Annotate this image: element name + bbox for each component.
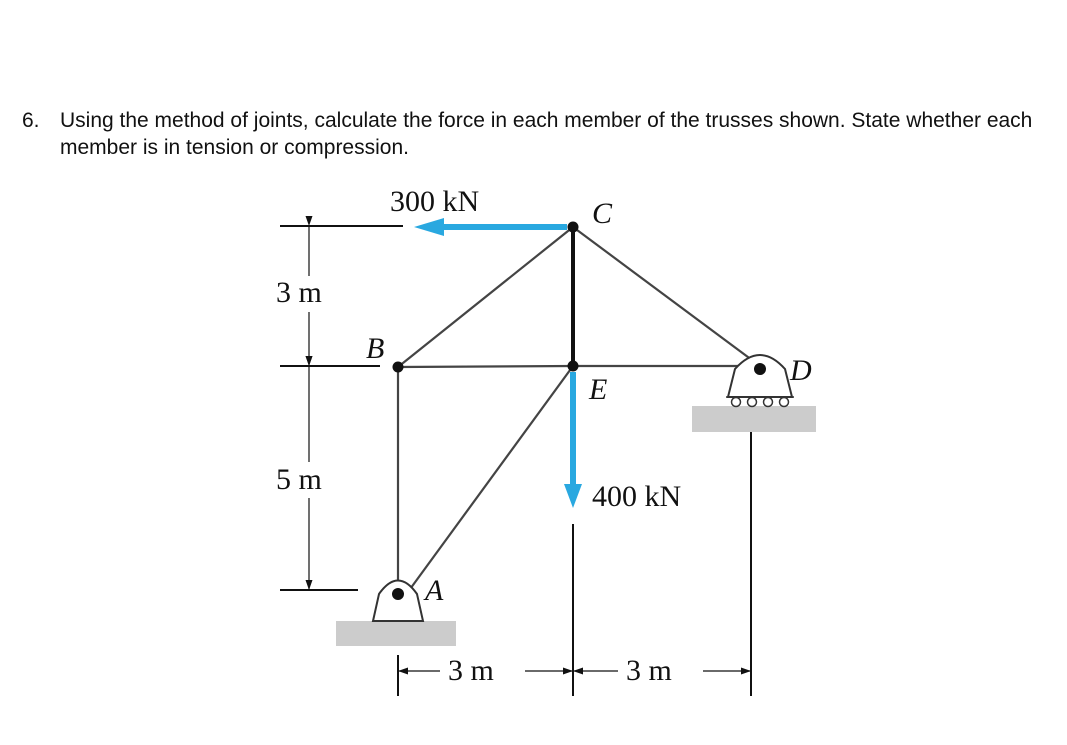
joint-label-d: D [790,354,812,387]
load-arrow-400 [564,372,582,508]
member-be [398,366,573,367]
load-label-300: 300 kN [390,185,480,218]
dim-label-bottom-height: 5 m [276,463,322,496]
ground-d [692,406,816,432]
joint-label-e: E [589,373,608,406]
joint-b [393,362,404,373]
joint-label-b: B [366,332,385,365]
joint-c [568,222,579,233]
member-cd [573,227,760,366]
pin-support-a [373,581,423,622]
ground-a [336,621,456,646]
joint-label-c: C [592,197,613,230]
dim-label-top-height: 3 m [276,276,322,309]
dim-label-right-span: 3 m [626,654,672,687]
joint-label-a: A [425,574,444,607]
question-number: 6. [22,109,40,132]
question-text: Using the method of joints, calculate the force in each member of the trusses shown. State whether each member is in tension or compression. [60,109,1033,159]
dim-label-left-span: 3 m [448,654,494,687]
load-arrow-300 [414,218,567,236]
member-ae [405,366,573,596]
roller-support-d [726,355,794,407]
load-label-400: 400 kN [592,480,682,513]
member-bc [398,227,573,367]
joint-e [568,361,579,372]
